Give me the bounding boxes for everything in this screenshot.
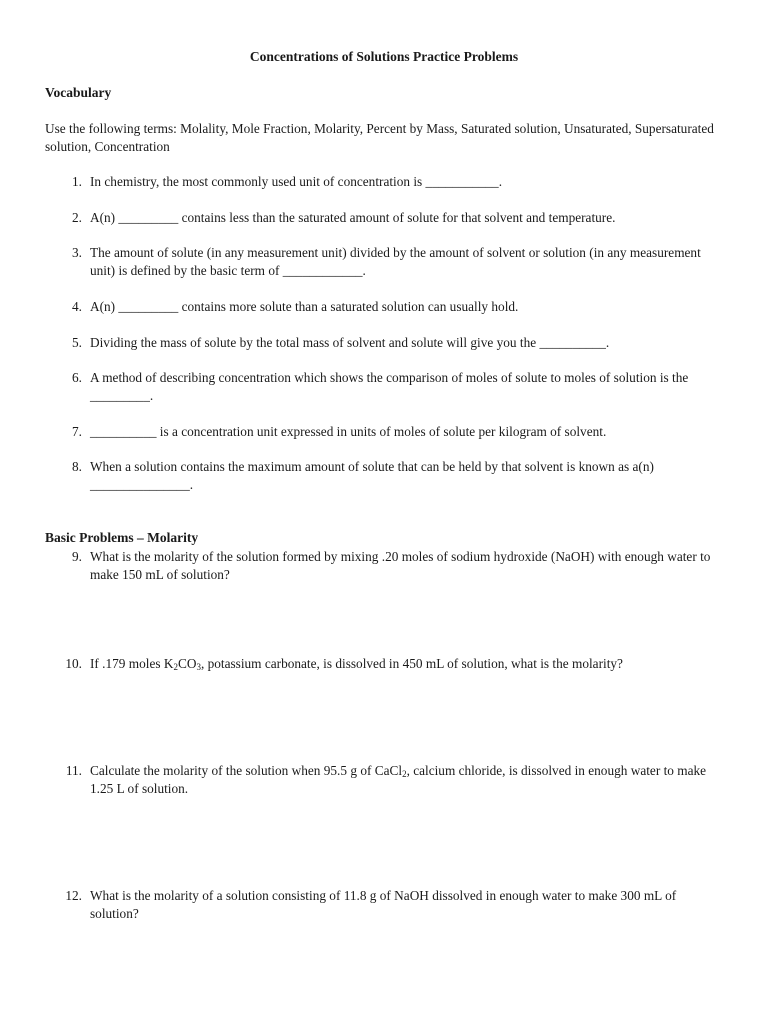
question-number: 7. [72, 424, 82, 439]
question-number: 11. [65, 763, 82, 778]
question-text: A(n) _________ contains less than the saturated amount of solute for that solvent and temperature. [90, 210, 616, 225]
question-number: 12. [65, 888, 82, 903]
question-number: 4. [72, 299, 82, 314]
vocabulary-intro: Use the following terms: Molality, Mole Fraction, Molarity, Percent by Mass, Saturated solution, Unsaturated, Supersaturated solution, Concentration [45, 121, 714, 154]
question-number: 3. [72, 245, 82, 260]
vocabulary-heading: Vocabulary [45, 85, 112, 100]
question-number: 1. [72, 174, 82, 189]
question-number: 8. [72, 459, 82, 474]
question-text: What is the molarity of the solution formed by mixing .20 moles of sodium hydroxide (NaOH) with enough water to make 150 mL of solution? [90, 549, 711, 582]
question-text: The amount of solute (in any measurement unit) divided by the amount of solvent or solution (in any measurement unit) is defined by the basic term of ____________. [90, 245, 701, 278]
question-text: What is the molarity of a solution consisting of 11.8 g of NaOH dissolved in enough water to make 300 mL of solution? [90, 888, 677, 921]
question-number: 5. [72, 335, 82, 350]
question-text: A(n) _________ contains more solute than a saturated solution can usually hold. [90, 299, 519, 314]
question-number: 10. [65, 656, 82, 671]
question-text: Dividing the mass of solute by the total mass of solvent and solute will give you the __________. [90, 335, 610, 350]
question-text: A method of describing concentration which shows the comparison of moles of solute to moles of solution is the _________. [90, 370, 689, 403]
question-number: 2. [72, 210, 82, 225]
question-text: When a solution contains the maximum amount of solute that can be held by that solvent is known as a(n) _______________. [90, 459, 654, 492]
page-title: Concentrations of Solutions Practice Problems [249, 49, 519, 64]
question-text: In chemistry, the most commonly used unit of concentration is ___________. [90, 174, 503, 189]
question-number: 6. [72, 370, 82, 385]
question-text: Calculate the molarity of the solution when 95.5 g of CaCl$_2$, calcium chloride, is dissolved in enough water to make 1.25 L of solution. [90, 763, 707, 796]
molarity-heading: Basic Problems – Molarity [45, 530, 199, 545]
question-number: 9. [72, 549, 82, 564]
question-text: __________ is a concentration unit expressed in units of moles of solute per kilogram of solvent. [90, 424, 607, 439]
question-text: If .179 moles $K_2CO_3$, potassium carbonate, is dissolved in 450 mL of solution, what is the molarity? [90, 656, 623, 672]
